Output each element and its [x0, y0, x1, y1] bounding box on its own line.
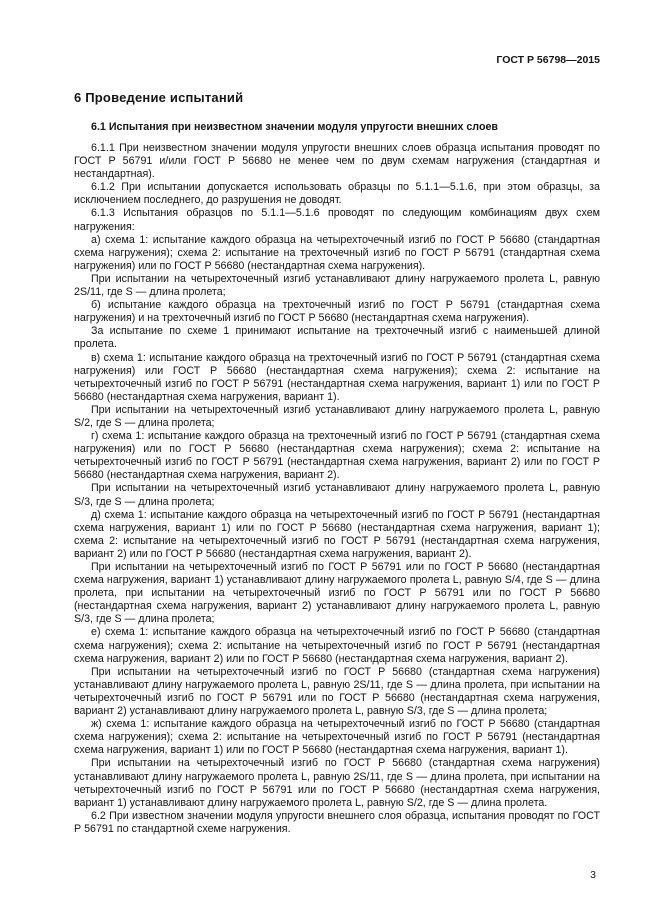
page-number: 3 — [590, 869, 596, 881]
paragraph-6-2: 6.2 При известном значении модуля упругости внешнего слоя образца, испытания проводят по ГОСТ Р 56791 по стандартной схеме нагружения. — [74, 809, 600, 835]
page-header — [74, 54, 600, 66]
paragraph-6-1-3: 6.1.3 Испытания образцов по 5.1.1—5.1.6 проводят по следующим комбинациям двух схем нагружения: — [74, 207, 600, 233]
note-after-e: При испытании на четырехточечный изгиб по ГОСТ Р 56680 (стандартная схема нагружения) устанавливают длину нагружаемого пролета L, равную 2S/11, где S — длина пролета, при испытании на четырехточечный изгиб по ГОСТ Р 56791 или по ГОСТ Р 56680 (нестандартная схема нагружения, вариант 2) устанавливают длину нагружаемого пролета L, равную S/3, где S — длина пролета; — [74, 665, 600, 718]
list-item-d: д) схема 1: испытание каждого образца на четырехточечный изгиб по ГОСТ Р 56791 (нестандартная схема нагружения, вариант 1) или по ГОСТ Р 56680 (нестандартная схема нагружения, вариант 1); схема 2: испытание на четырехточечный изгиб по ГОСТ Р 56791 (нестандартная схема нагружения, вариант 2) или по ГОСТ Р 56680 (нестандартная схема нагружения, вариант 2). — [74, 508, 600, 560]
list-item-a: а) схема 1: испытание каждого образца на четырехточечный изгиб по ГОСТ Р 56680 (стандартная схема нагружения); схема 2: испытание на трехточечный изгиб по ГОСТ Р 56791 (стандартная схема нагружения) или по ГОСТ Р 56680 (нестандартная схема нагружения). — [74, 233, 600, 272]
paragraph-6-1-2: 6.1.2 При испытании допускается использовать образцы по 5.1.1—5.1.6, при этом образцы, за исключением последнего, до разрушения не доводят. — [74, 181, 600, 207]
section-title: 6 Проведение испытаний — [74, 90, 244, 105]
paragraph-6-1-1: 6.1.1 При неизвестном значении модуля упругости внешних слоев образца испытания проводят по ГОСТ Р 56791 и/или ГОСТ Р 56680 не менее чем по двум схемам нагружения (стандартная и нестандартная). — [74, 142, 600, 181]
list-item-b: б) испытание каждого образца на трехточечный изгиб по ГОСТ Р 56791 (стандартная схема нагружения) и на трехточечный изгиб по ГОСТ Р 56680 (нестандартная схема нагружения). — [74, 299, 600, 325]
subsection-title: 6.1 Испытания при неизвестном значении модуля упругости внешних слоев — [91, 121, 498, 133]
list-item-zh: ж) схема 1: испытание каждого образца на четырехточечный изгиб по ГОСТ Р 56680 (стандартная схема нагружения); схема 2: испытание на четырехточечный изгиб по ГОСТ Р 56791 (нестандартная схема нагружения, вариант 1) или по ГОСТ Р 56680 (нестандартная схема нагружения, вариант 1). — [74, 718, 600, 757]
doc-number: ГОСТ Р 56798—2015 — [496, 54, 600, 66]
note-after-b: За испытание по схеме 1 принимают испытание на трехточечный изгиб с наименьшей длиной пролета. — [74, 325, 600, 351]
note-after-a: При испытании на четырехточечный изгиб устанавливают длину нагружаемого пролета L, равную 2S/11, где S — длина пролета; — [74, 272, 600, 299]
list-item-v: в) схема 1: испытание каждого образца на трехточечный изгиб по ГОСТ Р 56791 (стандартная схема нагружения) или ГОСТ Р 56680 (нестандартная схема нагружения); схема 2: испытание на четырехточечный изгиб по ГОСТ Р 56791 (нестандартная схема нагружения, вариант 1) или по ГОСТ Р 56680 (нестандартная схема нагружения, вариант 1). — [74, 351, 600, 403]
note-after-zh: При испытании на четырехточечный изгиб по ГОСТ Р 56680 (стандартная схема нагружения) устанавливают длину нагружаемого пролета L, равную 2S/11, где S — длина пролета, при испытании на четырехточечный изгиб по ГОСТ Р 56791 или по ГОСТ Р 56680 (нестандартная схема нагружения, вариант 1) устанавливают длину нагружаемого пролета L, равную S/2, где S — длина пролета. — [74, 757, 600, 809]
list-item-e: е) схема 1: испытание каждого образца на четырехточечный изгиб по ГОСТ Р 56680 (стандартная схема нагружения); схема 2: испытание на четырехточечный изгиб по ГОСТ Р 56791 (нестандартная схема нагружения, вариант 2) или по ГОСТ Р 56680 (нестандартная схема нагружения, вариант 2). — [74, 626, 600, 665]
list-item-g: г) схема 1: испытание каждого образца на трехточечный изгиб по ГОСТ Р 56791 (стандартная схема нагружения) или по ГОСТ Р 56680 (нестандартная схема нагружения); схема 2: испытание на четырехточечный изгиб по ГОСТ Р 56791 (нестандартная схема нагружения, вариант 2) или по ГОСТ Р 56680 (нестандартная схема нагружения, вариант 2). — [74, 430, 600, 482]
note-after-d: При испытании на четырехточечный изгиб по ГОСТ Р 56791 или по ГОСТ Р 56680 (нестандартная схема нагружения, вариант 1) устанавливают длину нагружаемого пролета L, равную S/4, где S — длина пролета, при испытании на четырехточечный изгиб по ГОСТ Р 56791 или по ГОСТ Р 56680 (нестандартная схема нагружения, вариант 2) устанавливают длину нагружаемого пролета L, равную S/3, где S — длина пролета; — [74, 561, 600, 626]
note-after-v: При испытании на четырехточечный изгиб устанавливают длину нагружаемого пролета L, равную S/2, где S — длина пролета; — [74, 403, 600, 429]
note-after-g: При испытании на четырехточечный изгиб устанавливают длину нагружаемого пролета L, равную S/3, где S — длина пролета; — [74, 482, 600, 508]
